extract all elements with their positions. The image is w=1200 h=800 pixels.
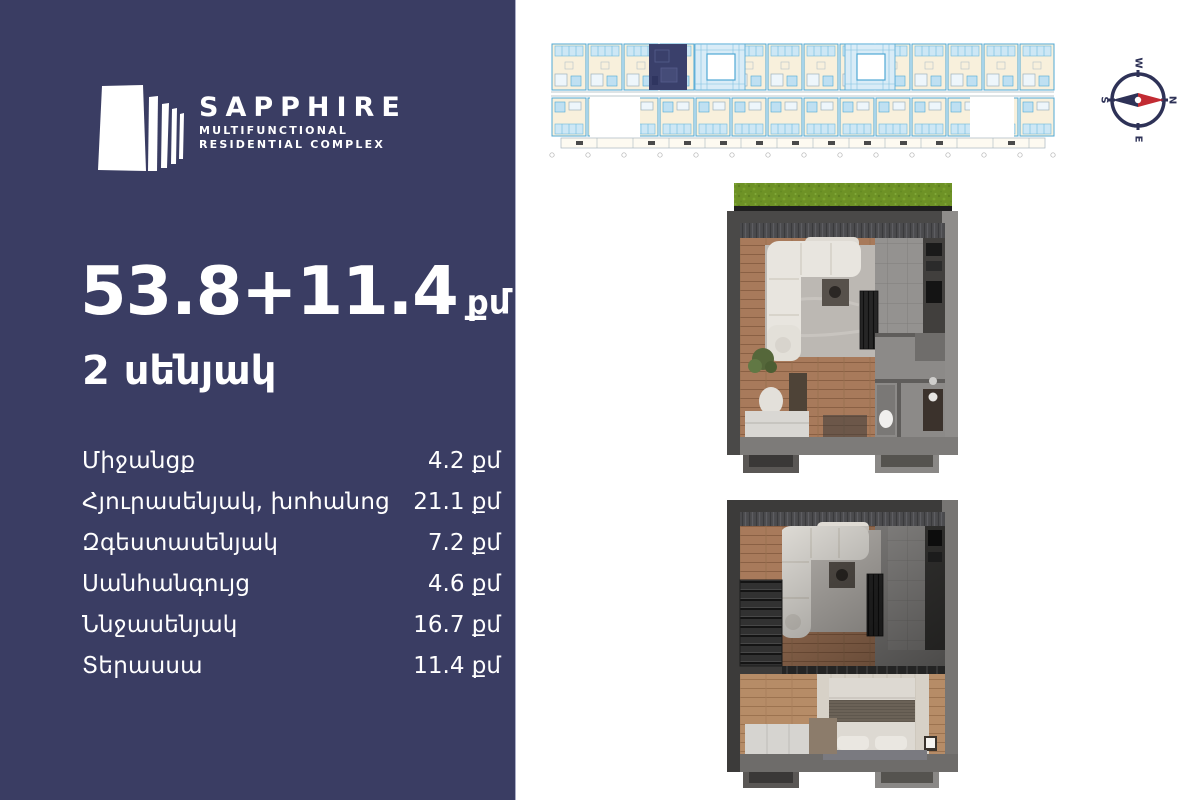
- room-value: 4.2 քմ: [427, 448, 501, 474]
- area-value: 53.8+11.4: [80, 252, 458, 330]
- compass-icon: [1096, 54, 1180, 146]
- room-label: Տերասսա: [82, 653, 203, 679]
- room-list-item: [82, 653, 501, 679]
- rooms-count: 2 սենյակ: [82, 348, 277, 394]
- room-label: Սանհանգույց: [82, 571, 251, 597]
- room-label: Հյուրասենյակ, խոհանոց: [82, 489, 390, 515]
- room-list-item: [82, 530, 501, 556]
- room-list-item: [82, 489, 501, 515]
- compass-north-label: N: [1166, 95, 1178, 105]
- apartment-area-title: [80, 252, 511, 330]
- room-label: Միջանցք: [82, 448, 196, 474]
- room-value: 21.1 քմ: [413, 489, 501, 515]
- brand-logo: [80, 72, 407, 172]
- room-list-item: [82, 612, 501, 638]
- compass-west-label: W: [1132, 57, 1144, 69]
- terrace-grass: [734, 183, 952, 208]
- room-areas-list: [82, 448, 501, 694]
- room-value: 11.4 քմ: [413, 653, 501, 679]
- floor-plan-level-1: [727, 183, 958, 480]
- brand-subtitle-line1: MULTIFUNCTIONAL: [199, 123, 349, 137]
- brand-name: SAPPHIRE: [199, 91, 407, 123]
- left-info-panel: [0, 0, 516, 800]
- highlighted-unit: [649, 44, 687, 90]
- room-list-item: [82, 448, 501, 474]
- site-plan-blueprint: [549, 42, 1056, 160]
- room-list-item: [82, 571, 501, 597]
- compass-east-label: E: [1132, 135, 1144, 143]
- area-unit: քմ: [466, 283, 511, 323]
- floor-plan-level-2: [727, 500, 958, 790]
- room-label: Զգեստասենյակ: [82, 530, 279, 556]
- room-label: Ննջասենյակ: [82, 612, 238, 638]
- room-value: 7.2 քմ: [427, 530, 501, 556]
- building-panels-icon: [80, 72, 184, 172]
- room-value: 4.6 քմ: [427, 571, 501, 597]
- room-value: 16.7 քմ: [413, 612, 501, 638]
- compass-south-label: S: [1098, 96, 1110, 104]
- brand-text-block: [199, 93, 407, 152]
- brand-subtitle-line2: RESIDENTIAL COMPLEX: [199, 138, 386, 151]
